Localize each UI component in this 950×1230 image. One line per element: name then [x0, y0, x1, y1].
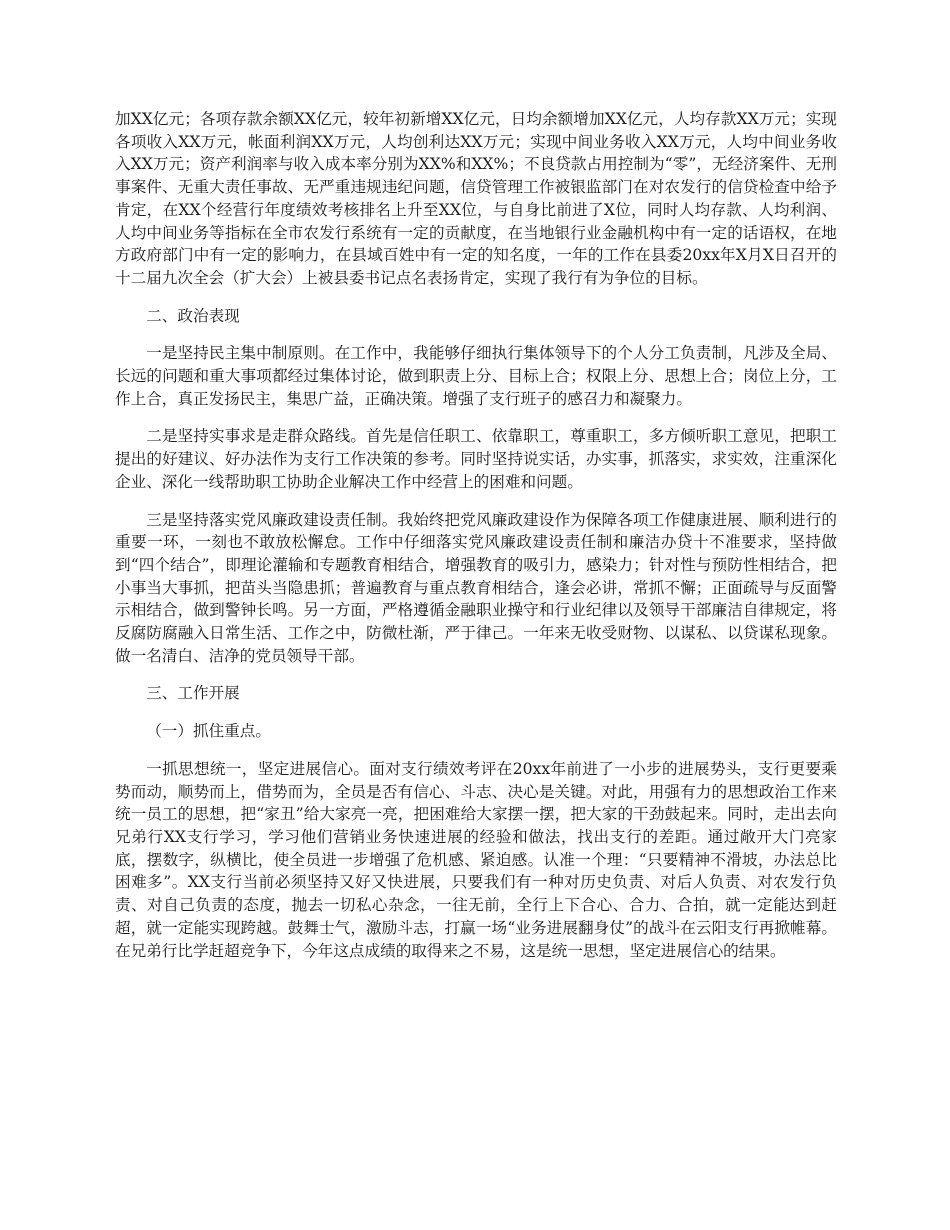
- section-heading-political: 二、政治表现: [146, 306, 240, 325]
- paragraph-anti-corruption: 三是坚持落实党风廉政建设责任制。我始终把党风廉政建设作为保障各项工作健康进展、顺利进行的重要一环，一刻也不敢放松懈怠。工作中仔细落实党风廉政建设责任制和廉洁办贷十不准要求，坚持做到“四个结合”，即理论灌输和专题教育相结合，增强教育的吸引力，感染力；针对性与预防性相结合，把小事当大事抓，把苗头当隐患抓；普遍教育与重点教育相结合，逢会必讲，常抓不懈；正面疏导与反面警示相结合，做到警钟长鸣。另一方面，严格遵循金融职业操守和行业纪律以及领导干部廉洁自律规定，将反腐防腐融入日常生活、工作之中，防微杜渐，严于律己。一年来无收受财物、以谋私、以贷谋私现象。做一名清白、洁净的党员领导干部。: [115, 510, 837, 665]
- subsection-heading-focus: （一）抓住重点。: [146, 722, 271, 741]
- paragraph-mass-line: 二是坚持实事求是走群众路线。首先是信任职工、依靠职工，尊重职工，多方倾听职工意见，把职工提出的好建议、好办法作为支行工作决策的参考。同时坚持说实话，办实事，抓落实，求实效，注重深化企业、深化一线帮助职工协助企业解决工作中经营上的困难和问题。: [115, 427, 837, 491]
- paragraph-democratic-centralism: 一是坚持民主集中制原则。在工作中，我能够仔细执行集体领导下的个人分工负责制，凡涉及全局、长远的问题和重大事项都经过集体讨论，做到职责上分、目标上合；权限上分、思想上合；岗位上分，工作上合，真正发扬民主，集思广益，正确决策。增强了支行班子的感召力和凝聚力。: [115, 344, 837, 408]
- paragraph-unified-thinking: 一抓思想统一，坚定进展信心。面对支行绩效考评在20xx年前进了一小步的进展势头，支行更要乘势而动，顺势而上，借势而为，全员是否有信心、斗志、决心是关键。对此，用强有力的思想政治工作来统一员工的思想，把“家丑”给大家亮一亮，把困难给大家摆一摆，把大家的干劲鼓起来。同时，走出去向兄弟行XX支行学习，学习他们营销业务快速进展的经验和做法，找出支行的差距。通过敞开大门亮家底，摆数字，纵横比，使全员进一步增强了危机感、紧迫感。认准一个理：“只要精神不滑坡，办法总比困难多”。XX支行当前必须坚持又好又快进展，只要我们有一种对历史负责、对后人负责、对农发行负责、对自己负责的态度，抛去一切私心杂念，一往无前，全行上下合心、合力、合拍，就一定能达到赶超，就一定能实现跨越。鼓舞士气，激励斗志，打赢一场“业务进展翻身仗”的战斗在云阳支行再掀帷幕。在兄弟行比学赶超竞争下，今年这点成绩的取得来之不易，这是统一思想，坚定进展信心的结果。: [115, 759, 837, 960]
- paragraph-performance-summary: 加XX亿元；各项存款余额XX亿元，较年初新增XX亿元，日均余额增加XX亿元，人均存款XX万元；实现各项收入XX万元，帐面利润XX万元，人均创利达XX万元；实现中间业务收入XX万元，人均中间业务收入XX万元；资产利润率与收入成本率分别为XX%和XX%；不良贷款占用控制为“零”，无经济案件、无刑事案件、无重大责任事故、无严重违规违纪问题，信贷管理工作被银监部门在对农发行的信贷检查中给予肯定，在XX个经营行年度绩效考核排名上升至XX位，与自身比前进了X位，同时人均存款、人均利润、人均中间业务等指标在全市农发行系统有一定的贡献度，在当地银行业金融机构中有一定的话语权，在地方政府部门中有一定的影响力，在县域百姓中有一定的知名度，一年的工作在县委20xx年X月X日召开的十二届九次全会（扩大会）上被县委书记点名表扬肯定，实现了我行有为争位的目标。: [115, 110, 837, 287]
- section-heading-work: 三、工作开展: [146, 684, 240, 703]
- document-body: [115, 108, 837, 977]
